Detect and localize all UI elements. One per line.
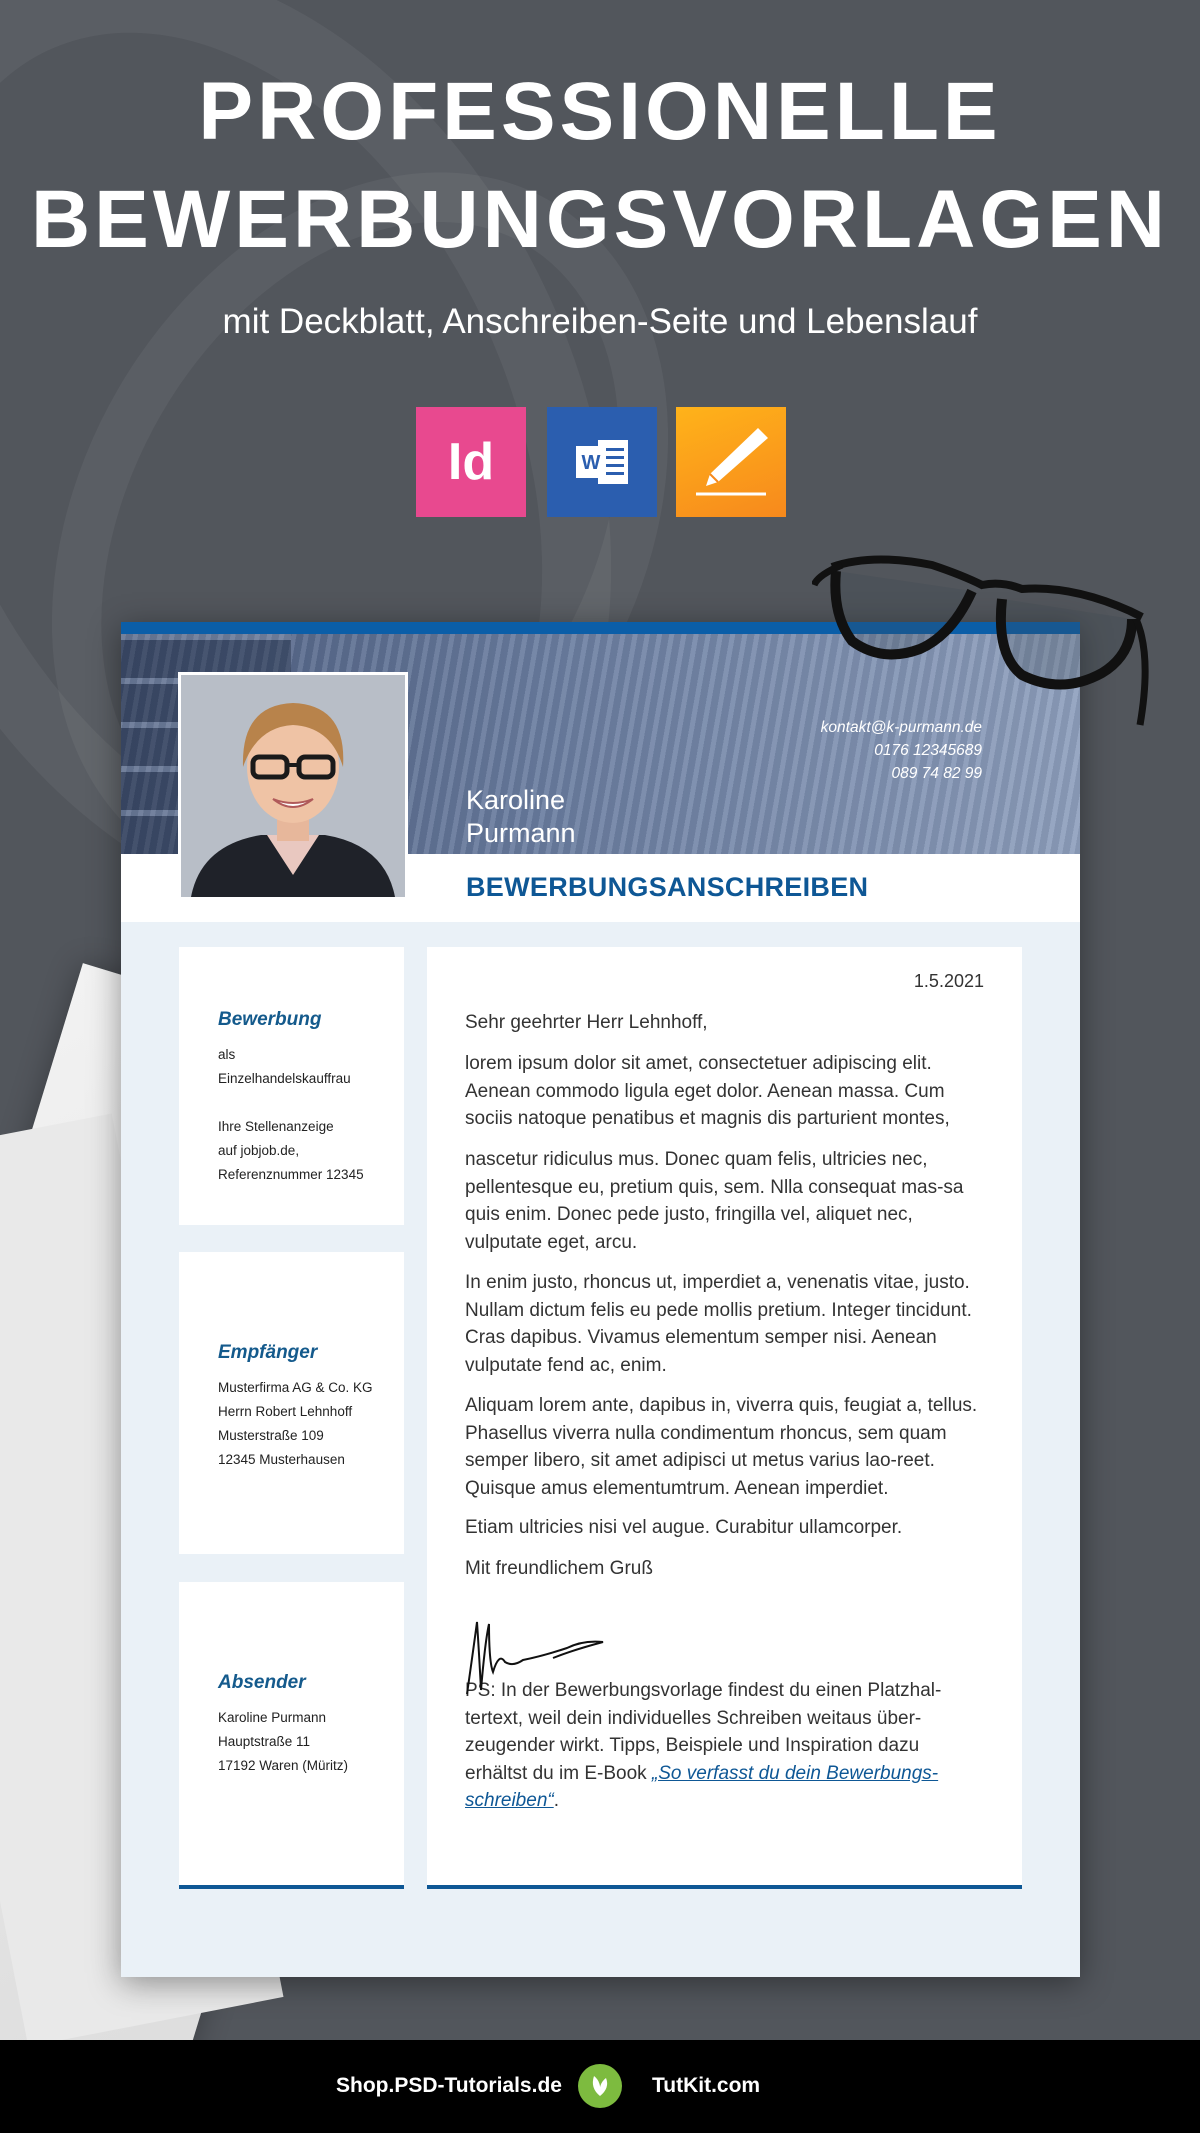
- contact-phone: 089 74 82 99: [891, 765, 982, 782]
- card-absender: [179, 1582, 404, 1885]
- bewerbung-line: Einzelhandelskauffrau: [218, 1071, 351, 1086]
- indesign-icon-label: Id: [447, 433, 495, 491]
- letter-body: [427, 947, 1022, 1885]
- applicant-first-name: Karoline: [466, 785, 566, 815]
- letter-closing: Mit freundlichem Gruß: [465, 1558, 653, 1579]
- portrait-illustration: [181, 675, 405, 897]
- applicant-photo: [178, 672, 408, 900]
- bewerbung-heading: Bewerbung: [218, 1009, 322, 1030]
- bewerbung-line: Referenznummer 12345: [218, 1167, 364, 1182]
- ebook-link[interactable]: „So verfasst du dein Bewerbungs-schreiben“: [465, 1762, 939, 1811]
- empfaenger-line: Musterfirma AG & Co. KG: [218, 1380, 373, 1395]
- letter-paragraph: In enim justo, rhoncus ut, imperdiet a, venenatis vitae, justo. Nullam dictum felis eu pede mollis pretium. Integer tincidunt. Cras dapibus. Vivamus elementum semper nisi. Aenean vulputate fend ac, enim.: [465, 1272, 972, 1376]
- letter-date: 1.5.2021: [913, 971, 984, 991]
- absender-line: Hauptstraße 11: [218, 1734, 311, 1749]
- ps-end: .: [553, 1790, 559, 1811]
- letter-accent-line: [427, 1885, 1022, 1889]
- empfaenger-line: Herrn Robert Lehnhoff: [218, 1404, 353, 1419]
- applicant-name: [466, 784, 576, 850]
- footer-bar: [0, 2040, 1200, 2133]
- bewerbung-line: als: [218, 1047, 236, 1062]
- empfaenger-line: 12345 Musterhausen: [218, 1452, 345, 1467]
- letter-paragraph: nascetur ridiculus mus. Donec quam felis, ultricies nec, pellentesque eu, pretium quis, sem. Nlla consequat mas-sa quis enim. Donec pede justo, fringilla vel, aliquet nec, vulputate eget, arcu.: [465, 1149, 964, 1253]
- side-column-accent-line: [179, 1885, 404, 1889]
- contact-email: kontakt@k-purmann.de: [820, 719, 982, 736]
- application-letter-preview: [121, 622, 1080, 1977]
- ps-text: PS: In der Bewerbungsvorlage findest du einen Platzhal-tertext, weil dein individuelles Schreiben weitaus über-zeugender wirkt. Tipps, Beispiele und Inspiration dazu erhältst du im E-Book: [465, 1680, 942, 1784]
- contact-mobile: 0176 12345689: [874, 742, 982, 759]
- signature: [463, 1612, 613, 1702]
- pen-icon: [688, 422, 774, 502]
- word-icon-label: W: [581, 452, 601, 474]
- footer-tutkit-link[interactable]: TutKit.com: [652, 2074, 761, 2097]
- absender-line: 17192 Waren (Müritz): [218, 1758, 349, 1773]
- leaf-logo-icon: [578, 2064, 622, 2108]
- applicant-last-name: Purmann: [466, 818, 576, 848]
- letter-paragraph: Etiam ultricies nisi vel augue. Curabitur ullamcorper.: [465, 1517, 903, 1538]
- hero-title-line-2: BEWERBUNGSVORLAGEN: [30, 174, 1170, 265]
- empfaenger-heading: Empfänger: [218, 1342, 318, 1363]
- word-icon: [547, 407, 657, 517]
- glasses-icon: [812, 545, 1162, 735]
- pages-icon: [676, 407, 786, 517]
- bewerbung-line: auf jobjob.de,: [218, 1143, 300, 1158]
- doc-title: BEWERBUNGSANSCHREIBEN: [466, 872, 869, 902]
- bewerbung-line: Ihre Stellenanzeige: [218, 1119, 334, 1134]
- absender-line: Karoline Purmann: [218, 1710, 327, 1725]
- letter-greeting: Sehr geehrter Herr Lehnhoff,: [465, 1012, 708, 1033]
- hero-subtitle: mit Deckblatt, Anschreiben-Seite und Lebenslauf: [222, 302, 978, 341]
- hero-title: [0, 58, 1200, 274]
- empfaenger-line: Musterstraße 109: [218, 1428, 324, 1443]
- letter-paragraph: lorem ipsum dolor sit amet, consectetuer adipiscing elit. Aenean commodo ligula eget dolor. Aenean massa. Cum sociis natoque penatibus et magnis dis parturient montes,: [465, 1053, 950, 1129]
- footer-shop-link[interactable]: Shop.PSD-Tutorials.de: [336, 2074, 562, 2097]
- word-logo-svg: [572, 436, 632, 488]
- card-empfaenger: [179, 1252, 404, 1554]
- indesign-icon: [416, 407, 526, 517]
- card-bewerbung: [179, 947, 404, 1225]
- hero-title-line-1: PROFESSIONELLE: [198, 66, 1002, 157]
- absender-heading: Absender: [218, 1672, 306, 1693]
- letter-paragraph: Aliquam lorem ante, dapibus in, viverra quis, feugiat a, tellus. Phasellus viverra nulla condimentum rhoncus, sem quam semper libero, sit amet adipisci ut metus varius lao-reet. Quisque amus elementumtrum. Aenean imperdiet.: [465, 1395, 978, 1499]
